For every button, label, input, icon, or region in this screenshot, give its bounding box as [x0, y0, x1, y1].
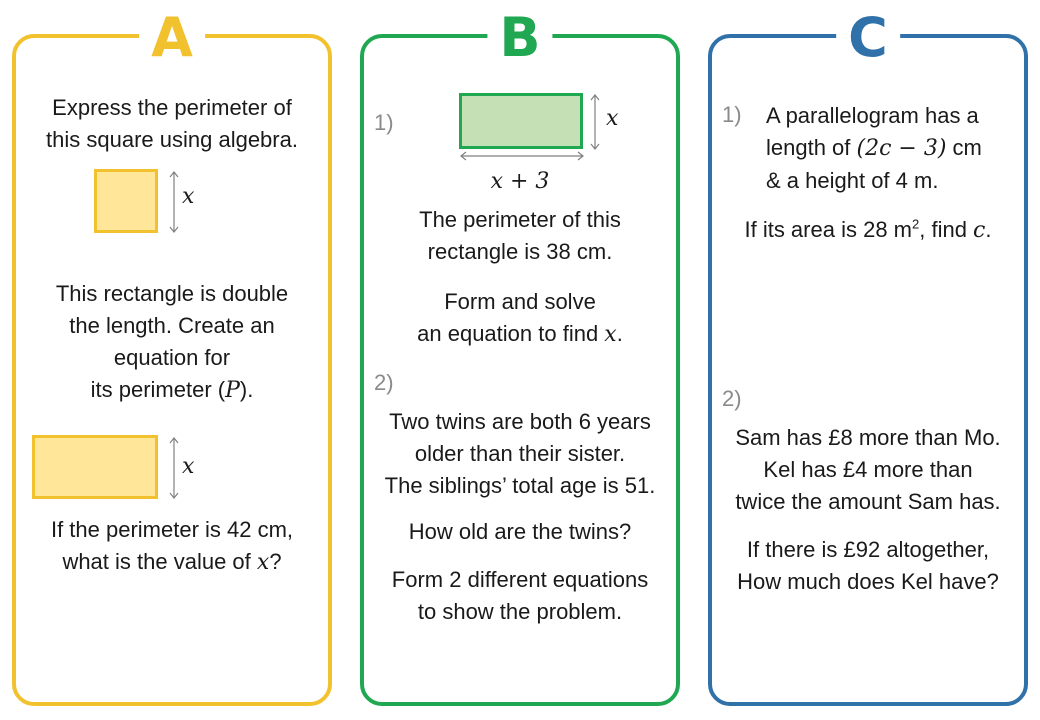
panel-c-q1-line4-post: . [985, 217, 992, 242]
panel-a-q2-line3: equation for [113, 345, 231, 370]
panel-b-q2-line1: Two twins are both 6 years [389, 409, 651, 434]
panel-c-q2-question [712, 534, 1024, 598]
panel-a-q3-line2 [16, 546, 328, 579]
c-variable: c [973, 218, 986, 243]
panel-b-q1-number: 1) [374, 110, 394, 135]
panel-b-q1-line4 [364, 318, 676, 351]
rectangle-height-arrow [169, 437, 179, 499]
panel-c-q2-line3: twice the amount Sam has. [735, 489, 1001, 514]
panel-a-q3 [16, 514, 328, 579]
panel-a-q3-line2-post: ? [269, 549, 282, 574]
panel-c-q2-line2: Kel has £4 more than [763, 457, 973, 482]
panel-a-q2-line2: the length. Create an [69, 313, 275, 338]
panel-c-q2-text [712, 422, 1024, 518]
panel-a-q2-line4-post: ). [239, 377, 254, 402]
panel-b-q2-line3: The siblings’ total age is 51. [384, 473, 656, 498]
green-rectangle-length-label: x + 3 [490, 169, 550, 194]
rectangle-shape [32, 435, 158, 499]
panel-b-q1-line3: Form and solve [444, 289, 596, 314]
panel-c-q1-text [766, 100, 982, 197]
panel-a-q3-line2-pre: what is the value of [62, 549, 257, 574]
panel-c-q2-question-line2: How much does Kel have? [737, 569, 999, 594]
panel-a-q2-line4-pre: its perimeter ( [90, 377, 226, 402]
panel-a-q2-line4 [16, 374, 328, 407]
panel-b [360, 6, 680, 706]
panel-b-letter: B [487, 8, 552, 68]
panel-c-q1-line2 [766, 132, 982, 165]
square-side-label: x [182, 184, 195, 209]
panel-b-q2-task-line1: Form 2 different equations [391, 567, 649, 592]
green-rectangle-shape [459, 93, 583, 149]
panel-b-q2-line2: older than their sister. [414, 441, 626, 466]
panel-b-q2-number: 2) [374, 370, 394, 395]
panel-c-q1-line3: & a height of 4 m. [766, 168, 939, 193]
panel-b-q1-line2: rectangle is 38 cm. [427, 239, 613, 264]
panel-a-q1 [16, 92, 328, 156]
rectangle-side-label: x [182, 454, 195, 479]
panel-c-letter: C [836, 8, 900, 68]
panel-a-q2-line1: This rectangle is double [55, 281, 289, 306]
panel-b-q2-text [364, 406, 676, 502]
panel-a-q1-line1: Express the perimeter of [52, 95, 292, 120]
green-rectangle-side-label: x [606, 106, 619, 131]
panel-a-q3-line1: If the perimeter is 42 cm, [50, 517, 294, 542]
panel-c-q1-line1: A parallelogram has a [766, 103, 979, 128]
panel-c-q1-number: 1) [722, 102, 742, 127]
panel-c-q1-line4-mid: , find [919, 217, 974, 242]
green-rectangle-length-arrow [460, 151, 584, 161]
perimeter-variable: P [225, 378, 240, 403]
panel-b-q1-task [364, 286, 676, 351]
square-height-arrow [169, 171, 179, 233]
panel-b-q1-line1: The perimeter of this [419, 207, 621, 232]
panel-c [708, 6, 1028, 706]
x-variable: x [256, 550, 270, 575]
panel-a-q2 [16, 278, 328, 407]
squared-superscript: 2 [912, 216, 920, 232]
panel-c-q2-number: 2) [722, 386, 742, 411]
panel-a-q1-line2: this square using algebra. [46, 127, 298, 152]
panel-b-q2-task [364, 564, 676, 628]
length-expression: (2c − 3) [856, 136, 947, 161]
panel-c-q1-line2-post: cm [946, 135, 982, 160]
green-rectangle-height-arrow [590, 94, 600, 150]
panel-a-letter: A [139, 8, 205, 68]
panel-b-q1-text [364, 204, 676, 268]
panel-b-q2-task-line2: to show the problem. [417, 599, 623, 624]
x-variable: x [604, 322, 617, 347]
panel-c-q1-line2-pre: length of [766, 135, 857, 160]
panel-a [12, 6, 332, 706]
panel-b-q1-line4-pre: an equation to find [417, 321, 605, 346]
square-shape [94, 169, 158, 233]
panel-c-q2-question-line1: If there is £92 altogether, [746, 537, 990, 562]
panel-c-q1-question [712, 214, 1024, 247]
panel-b-q2-question: How old are the twins? [408, 519, 632, 544]
panel-b-q1-line4-post: . [616, 321, 623, 346]
panel-c-q1-line4-pre: If its area is 28 m [744, 217, 912, 242]
panel-c-q2-line1: Sam has £8 more than Mo. [735, 425, 1001, 450]
